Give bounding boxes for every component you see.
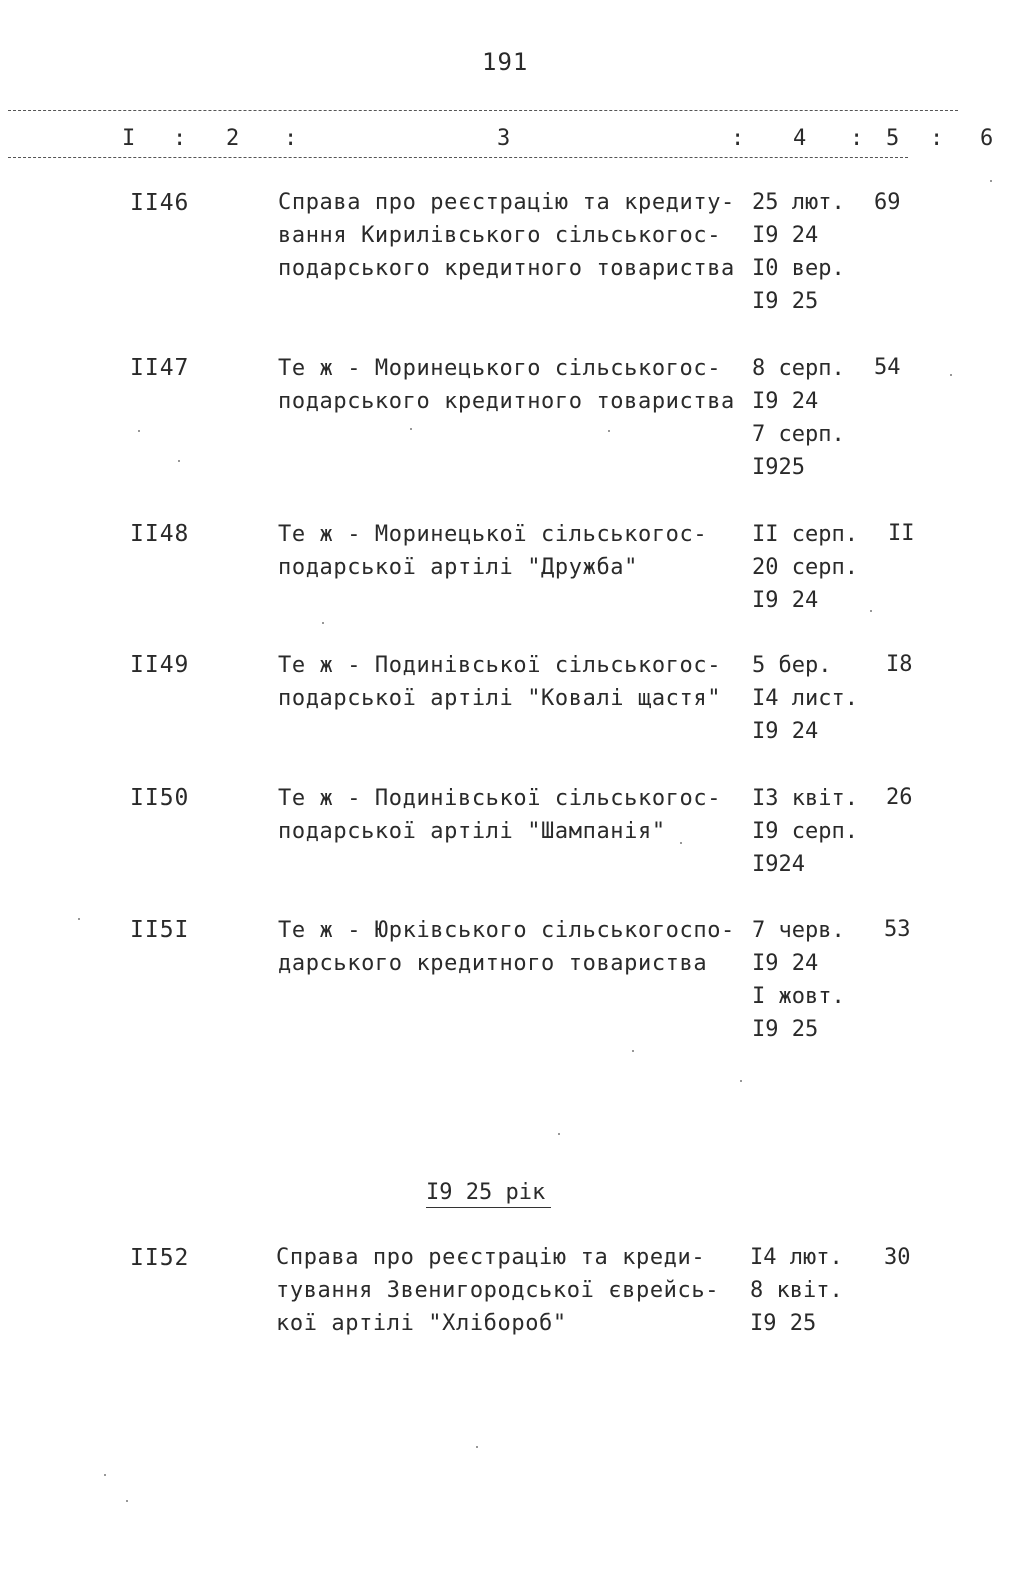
record-number: II50: [130, 785, 190, 811]
column-separator: :: [850, 126, 864, 151]
column-separator: :: [930, 126, 944, 151]
record-sheet-count: 26: [886, 785, 913, 810]
record-dates: I3 квіт. I9 серп. I924: [752, 786, 858, 877]
scan-speck: [322, 622, 324, 624]
record-title: Справа про реєстрацію та креди- тування Звенигородської єврейсь- кої артілі "Хлібороб": [276, 1245, 720, 1336]
column-separator: :: [731, 126, 745, 151]
record-dates: 25 лют. I9 24 I0 вер. I9 25: [752, 190, 845, 314]
scan-speck: [990, 180, 992, 182]
scan-speck: [632, 1050, 634, 1052]
header-bottom-rule: [8, 157, 908, 158]
record-sheet-count: 54: [874, 355, 901, 380]
scan-speck: [870, 610, 872, 612]
scan-speck: [950, 374, 952, 376]
record-number: II47: [130, 355, 190, 381]
scan-speck: [558, 1133, 560, 1135]
scan-speck: [104, 1474, 106, 1476]
record-number: II52: [130, 1245, 190, 1271]
scan-speck: [126, 1500, 128, 1502]
record-dates: I4 лют. 8 квіт. I9 25: [750, 1245, 843, 1336]
column-header-2: 2: [226, 126, 240, 151]
record-dates: II серп. 20 серп. I9 24: [752, 522, 858, 613]
record-number: II49: [130, 652, 190, 678]
record-dates: 5 бер. I4 лист. I9 24: [752, 653, 858, 744]
scan-speck: [476, 1446, 478, 1448]
column-header-4: 4: [793, 126, 807, 151]
record-title: Те ж - Подинівської сільськогос- подарської артілі "Шампанія": [278, 786, 722, 844]
record-number: II5I: [130, 917, 190, 943]
record-title: Справа про реєстрацію та кредиту- вання Кирилівського сільськогос- подарського кредитного товариства: [278, 190, 735, 281]
column-header-3: 3: [497, 126, 511, 151]
record-dates: 8 серп. I9 24 7 серп. I925: [752, 356, 845, 480]
page-number: 191: [482, 48, 529, 76]
record-number: II48: [130, 521, 190, 547]
record-sheet-count: I8: [886, 652, 913, 677]
record-title: Те ж - Подинівської сільськогос- подарської артілі "Ковалі щастя": [278, 653, 722, 711]
record-title: Те ж - Моринецького сільськогос- подарського кредитного товариства: [278, 356, 735, 414]
column-separator: :: [284, 126, 298, 151]
record-sheet-count: II: [888, 521, 915, 546]
column-header-6: 6: [980, 126, 994, 151]
record-dates: 7 черв. I9 24 I жовт. I9 25: [752, 918, 845, 1042]
header-top-rule: [8, 110, 958, 111]
scan-speck: [78, 918, 80, 920]
scan-speck: [138, 430, 140, 432]
scan-speck: [740, 1080, 742, 1082]
column-header-1: I: [122, 126, 136, 151]
year-heading: I9 25 рік: [426, 1180, 551, 1208]
record-title: Те ж - Юрківського сільськогоспо- дарського кредитного товариства: [278, 918, 735, 976]
record-title: Те ж - Моринецької сільськогос- подарської артілі "Дружба": [278, 522, 708, 580]
scan-speck: [680, 842, 682, 844]
record-number: II46: [130, 190, 190, 216]
scan-speck: [410, 428, 412, 430]
column-header-5: 5: [886, 126, 900, 151]
column-separator: :: [173, 126, 187, 151]
scan-speck: [178, 460, 180, 462]
record-sheet-count: 53: [884, 917, 911, 942]
record-sheet-count: 69: [874, 190, 901, 215]
scan-speck: [608, 430, 610, 432]
record-sheet-count: 30: [884, 1245, 911, 1270]
